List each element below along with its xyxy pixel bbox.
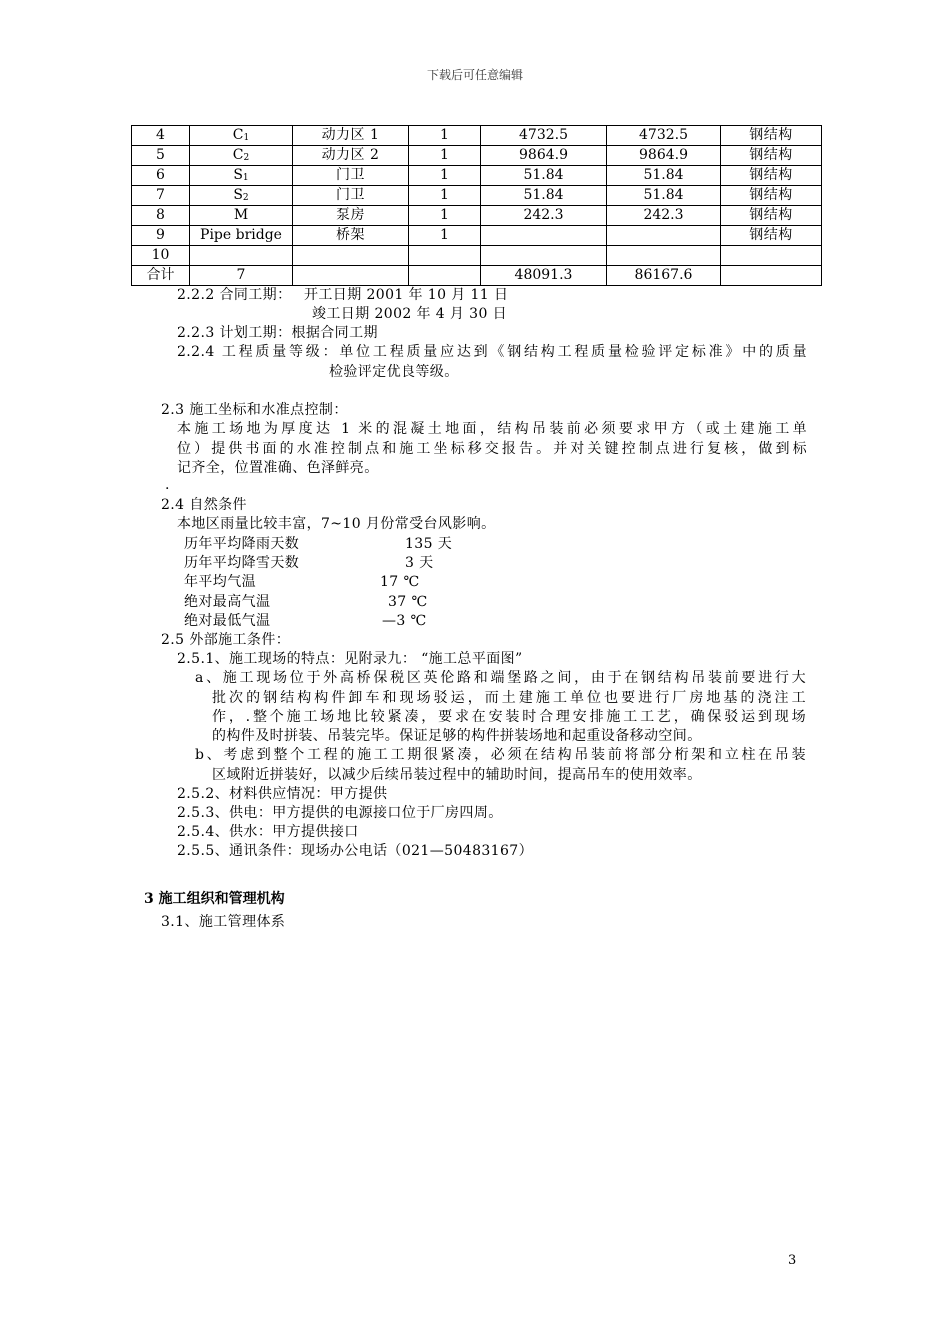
quantity: 1	[440, 127, 449, 143]
structure-type-cell	[721, 226, 822, 246]
building-name-cell	[293, 206, 409, 226]
quantity-cell	[409, 166, 481, 186]
climate-label: 年平均气温	[184, 574, 256, 590]
structure-type: 钢结构	[749, 187, 793, 203]
climate-value: —3 ℃	[382, 613, 427, 629]
building-code-cell	[190, 226, 293, 246]
row-number-cell	[132, 266, 190, 286]
total-value-cell	[607, 126, 721, 146]
code-subscript: 2	[243, 153, 250, 163]
building-name: 动力区 2	[321, 147, 380, 163]
building-code: 7	[236, 267, 246, 283]
table-row	[132, 266, 822, 286]
area-value: 51.84	[523, 187, 564, 203]
quantity-cell	[409, 266, 481, 286]
item-a-line4: 的构件及时拼装、吊装完毕。保证足够的构件拼装场地和起重设备移动空间。	[212, 728, 702, 744]
building-name-cell	[293, 166, 409, 186]
building-name-cell	[293, 226, 409, 246]
total-value: 4732.5	[639, 127, 688, 143]
climate-label: 历年平均降雪天数	[184, 555, 300, 571]
structure-type-cell	[721, 146, 822, 166]
total-value-cell	[607, 206, 721, 226]
area-value-cell	[481, 266, 607, 286]
row-number-cell	[132, 246, 190, 266]
area-value-cell	[481, 186, 607, 206]
item-a-line1: a、施工现场位于外高桥保税区英伦路和端堡路之间，由于在钢结构吊装前要进行大	[195, 670, 806, 686]
section-2-4-title: 2.4 自然条件	[161, 497, 247, 513]
climate-label: 绝对最高气温	[184, 594, 271, 610]
item-a-line2: 批次的钢结构构件卸车和现场驳运，而土建施工单位也要进行厂房地基的浇注工	[212, 690, 806, 706]
code-subscript: 2	[242, 193, 249, 203]
structure-type-cell	[721, 206, 822, 226]
quantity: 1	[440, 147, 449, 163]
climate-label: 历年平均降雨天数	[184, 536, 300, 552]
climate-value: 3 天	[405, 555, 434, 571]
structure-type: 钢结构	[749, 207, 793, 223]
total-value: 51.84	[643, 187, 684, 203]
structure-type-cell	[721, 266, 822, 286]
section-2-3-title: 2.3 施工坐标和水准点控制：	[161, 402, 348, 418]
row-number: 9	[156, 227, 165, 243]
building-code: C	[232, 147, 244, 163]
section-2-3-line3: 记齐全，位置准确、色泽鲜亮。	[177, 460, 379, 476]
section-2-3-line2: 位）提供书面的水准控制点和施工坐标移交报告。并对关键控制点进行复核，做到标	[177, 441, 807, 457]
area-value-cell	[481, 126, 607, 146]
table-row	[132, 146, 822, 166]
climate-label: 绝对最低气温	[184, 613, 271, 629]
row-number-cell	[132, 166, 190, 186]
section-2-4-intro: 本地区雨量比较丰富，7~10 月份常受台风影响。	[177, 516, 496, 532]
contract-start-date: 开工日期 2001 年 10 月 11 日	[304, 287, 509, 303]
building-table	[131, 125, 822, 286]
building-code: Pipe bridge	[200, 227, 282, 243]
row-number: 4	[156, 127, 165, 143]
row-number: 6	[156, 167, 165, 183]
building-code-cell	[190, 126, 293, 146]
total-value-cell	[607, 266, 721, 286]
item-a-line3: 作，.整个施工场地比较紧凑，要求在安装时合理安排施工工艺，确保驳运到现场	[212, 709, 806, 725]
building-code: S	[233, 167, 243, 183]
row-number-cell	[132, 146, 190, 166]
area-value: 242.3	[523, 207, 564, 223]
page-header: 下载后可任意编辑	[426, 68, 523, 82]
total-value: 86167.6	[634, 267, 693, 283]
structure-type: 钢结构	[749, 167, 793, 183]
building-code: M	[233, 207, 249, 223]
table-row	[132, 126, 822, 146]
code-subscript: 1	[243, 133, 250, 143]
building-name-cell	[293, 126, 409, 146]
row-number: 合计	[146, 267, 175, 283]
quantity-cell	[409, 226, 481, 246]
table-row	[132, 226, 822, 246]
item-b-line2: 区域附近拼装好，以减少后续吊装过程中的辅助时间，提高吊车的使用效率。	[212, 767, 702, 783]
building-code-cell	[190, 246, 293, 266]
total-value-cell	[607, 246, 721, 266]
row-number: 10	[151, 247, 170, 263]
stray-dot: .	[165, 477, 170, 493]
chapter-3-title: 3 施工组织和管理机构	[144, 891, 285, 907]
total-value: 51.84	[643, 167, 684, 183]
quantity: 1	[440, 167, 449, 183]
structure-type-cell	[721, 126, 822, 146]
section-2-5-1: 2.5.1、施工现场的特点：见附录九： “施工总平面图”	[177, 651, 523, 667]
quantity-cell	[409, 246, 481, 266]
section-3-1: 3.1、施工管理体系	[161, 914, 286, 930]
table-row	[132, 186, 822, 206]
building-code-cell	[190, 146, 293, 166]
total-value-cell	[607, 166, 721, 186]
quantity: 1	[440, 187, 449, 203]
quantity-cell	[409, 186, 481, 206]
building-code-cell	[190, 266, 293, 286]
total-value-cell	[607, 186, 721, 206]
structure-type: 钢结构	[749, 227, 793, 243]
section-2-5-4: 2.5.4、供水：甲方提供接口	[177, 824, 359, 840]
area-value-cell	[481, 226, 607, 246]
table-row	[132, 246, 822, 266]
item-b-line1: b、考虑到整个工程的施工工期很紧凑，必须在结构吊装前将部分桁架和立柱在吊装	[195, 747, 806, 763]
quality-grade-line1: 2.2.4 工程质量等级：单位工程质量应达到《钢结构工程质量检验评定标准》中的质量	[177, 344, 807, 360]
building-name-cell	[293, 186, 409, 206]
contract-period-label: 2.2.2 合同工期：	[177, 287, 292, 303]
section-2-5-3: 2.5.3、供电：甲方提供的电源接口位于厂房四周。	[177, 805, 503, 821]
area-value-cell	[481, 166, 607, 186]
building-code-cell	[190, 186, 293, 206]
building-name: 动力区 1	[321, 127, 380, 143]
area-value: 9864.9	[519, 147, 568, 163]
row-number-cell	[132, 226, 190, 246]
section-2-5-5: 2.5.5、通讯条件：现场办公电话（021—50483167）	[177, 843, 534, 859]
area-value-cell	[481, 206, 607, 226]
quantity-cell	[409, 206, 481, 226]
building-name-cell	[293, 266, 409, 286]
section-2-5-2: 2.5.2、材料供应情况：甲方提供	[177, 786, 388, 802]
area-value: 51.84	[523, 167, 564, 183]
page-number: 3	[788, 1253, 797, 1268]
climate-value: 135 天	[405, 536, 453, 552]
building-name: 泵房	[336, 207, 365, 223]
section-2-3-line1: 本施工场地为厚度达 1 米的混凝土地面，结构吊装前必须要求甲方（或土建施工单	[177, 421, 807, 437]
row-number: 7	[156, 187, 165, 203]
quantity-cell	[409, 126, 481, 146]
row-number-cell	[132, 126, 190, 146]
quantity: 1	[440, 207, 449, 223]
building-code-cell	[190, 166, 293, 186]
table-row	[132, 206, 822, 226]
contract-end-date: 竣工日期 2002 年 4 月 30 日	[312, 306, 508, 322]
quality-grade-line2: 检验评定优良等级。	[329, 364, 459, 380]
area-value-cell	[481, 146, 607, 166]
quantity: 1	[440, 227, 449, 243]
building-name: 门卫	[336, 187, 365, 203]
building-name-cell	[293, 246, 409, 266]
building-name-cell	[293, 146, 409, 166]
structure-type: 钢结构	[749, 147, 793, 163]
total-value-cell	[607, 226, 721, 246]
structure-type: 钢结构	[749, 127, 793, 143]
climate-value: 37 ℃	[388, 594, 428, 610]
structure-type-cell	[721, 246, 822, 266]
building-code: C	[232, 127, 244, 143]
total-value-cell	[607, 146, 721, 166]
area-value: 4732.5	[519, 127, 568, 143]
total-value: 9864.9	[639, 147, 688, 163]
section-2-5-title: 2.5 外部施工条件：	[161, 632, 291, 648]
planned-period: 2.2.3 计划工期：根据合同工期	[177, 325, 378, 341]
building-name: 桥架	[336, 227, 365, 243]
row-number: 8	[156, 207, 165, 223]
total-value: 242.3	[643, 207, 684, 223]
climate-value: 17 ℃	[380, 574, 420, 590]
quantity-cell	[409, 146, 481, 166]
code-subscript: 1	[242, 173, 249, 183]
row-number: 5	[156, 147, 165, 163]
row-number-cell	[132, 186, 190, 206]
table-row	[132, 166, 822, 186]
building-name: 门卫	[336, 167, 365, 183]
structure-type-cell	[721, 166, 822, 186]
building-code-cell	[190, 206, 293, 226]
building-code: S	[233, 187, 243, 203]
area-value-cell	[481, 246, 607, 266]
area-value: 48091.3	[514, 267, 573, 283]
row-number-cell	[132, 206, 190, 226]
structure-type-cell	[721, 186, 822, 206]
